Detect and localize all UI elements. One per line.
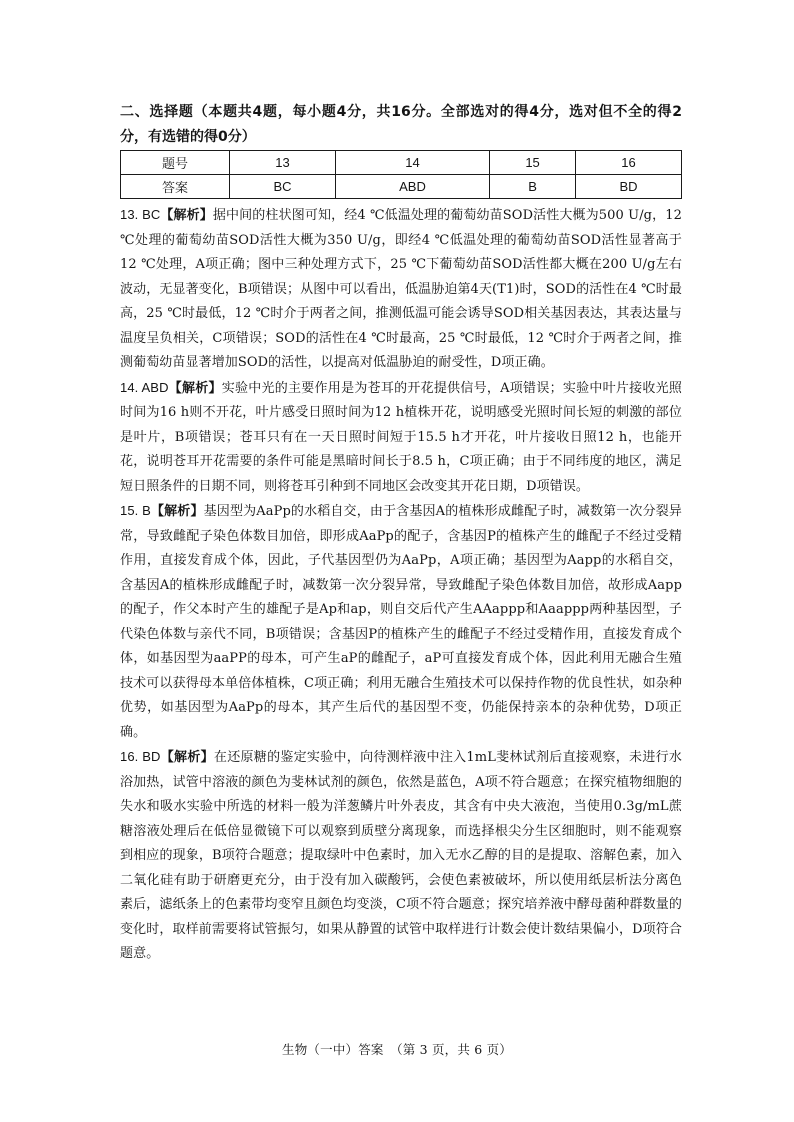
table-cell: BD <box>576 175 682 199</box>
explanation-text: 基因型为AaPp的水稻自交，由于含基因A的植株形成雌配子时，减数第一次分裂异常，导致雌配子染色体数目加倍，即形成AaPp的配子，含基因P的植株产生的雌配子不经过受精作用，直接发育成个体，因此，子代基因型仍为AaPp，A项正确；基因型为Aapp的水稻自交，含基因A的植株形成雌配子时，减数第一次分裂异常，导致雌配子染色体数目加倍，故形成Aapp的配子，作父本时产生的雄配子是Ap和ap，则自交后代产生AAappp和Aaappp两种基因型，子代染色体数与亲代不同，B项错误；含基因P的植株产生的雌配子不经过受精作用，直接发育成个体，如基因型为aaPP的母本，可产生aP的雌配子，aP可直接发育成个体，因此利用无融合生殖技术可以获得母本单倍体植株，C项正确；利用无融合生殖技术可以保持作物的优良性状，如杂种优势，如基因型为AaPp的母本，其产生后代的基因型不变，仍能保持亲本的杂种优势，D项正确。 <box>120 504 682 740</box>
page-footer: 生物（一中）答案 （第 3 页，共 6 页） <box>282 1042 512 1057</box>
table-cell: BC <box>230 175 336 199</box>
question-label: 15. B <box>120 503 151 518</box>
table-cell: 16 <box>576 151 682 175</box>
table-cell: 13 <box>230 151 336 175</box>
table-cell: B <box>490 175 576 199</box>
table-cell: 15 <box>490 151 576 175</box>
explanation-15 <box>120 499 682 745</box>
explanation-text: 在还原糖的鉴定实验中，向待测样液中注入1mL斐林试剂后直接观察，未进行水浴加热，试管中溶液的颜色为斐林试剂的颜色，依然是蓝色，A项不符合题意；在探究植物细胞的失水和吸水实验中所选的材料一般为洋葱鳞片叶外表皮，其含有中央大液泡，当使用0.3g/mL蔗糖溶液处理后在低倍显微镜下可以观察到质壁分离现象，而选择根尖分生区细胞时，则不能观察到相应的现象，B项符合题意；提取绿叶中色素时，加入无水乙醇的目的是提取、溶解色素，加入二氧化硅有助于研磨更充分，由于没有加入碳酸钙，会使色素被破坏，所以使用纸层析法分离色素后，滤纸条上的色素带均变窄且颜色均变淡，C项不符合题意；探究培养液中酵母菌种群数量的变化时，取样前需要将试管振匀，如果从静置的试管中取样进行计数会使计数结果偏小，D项符合题意。 <box>120 750 683 961</box>
table-header-cell: 答案 <box>121 175 230 199</box>
answer-table <box>120 150 682 199</box>
explanation-text: 据中间的柱状图可知，经4 ℃低温处理的葡萄幼苗SOD活性大概为500 U/g，12 ℃处理的葡萄幼苗SOD活性大概为350 U/g，即经4 ℃低温处理的葡萄幼苗SOD活性显著高于12 ℃处理，A项正确；图中三种处理方式下，25 ℃下葡萄幼苗SOD活性都大概在200 U/g左右波动，无显著变化，B项错误；从图中可以看出，低温胁迫第4天(T1)时，SOD的活性在4 ℃时最高，25 ℃时最低，12 ℃时介于两者之间，推测低温可能会诱导SOD相关基因表达，其表达量与温度呈负相关，C项错误；SOD的活性在4 ℃时最高，25 ℃时最低，12 ℃时介于两者之间，推测葡萄幼苗显著增加SOD的活性，以提高对低温胁迫的耐受性，D项正确。 <box>120 208 682 370</box>
answer-page <box>120 100 682 967</box>
table-row <box>121 175 682 199</box>
question-label: 13. BC <box>120 207 161 222</box>
explanation-14 <box>120 376 682 500</box>
analysis-tag: 【解析】 <box>160 208 213 223</box>
table-header-cell: 题号 <box>121 151 230 175</box>
question-label: 14. ABD <box>120 379 169 395</box>
explanation-16 <box>120 745 682 967</box>
analysis-tag: 【解析】 <box>160 750 214 765</box>
table-cell: 14 <box>335 151 489 175</box>
table-row <box>121 151 682 175</box>
table-cell: ABD <box>335 175 489 199</box>
explanation-text: 实验中光的主要作用是为苍耳的开花提供信号，A项错误；实验中叶片接收光照时间为16 h则不开花，叶片感受日照时间为12 h植株开花，说明感受光照时间长短的刺激的部位是叶片，B项错误；苍耳只有在一天日照时间短于15.5 h才开花，叶片接收日照12 h，也能开花，说明苍耳开花需要的条件可能是黑暗时间长于8.5 h，C项正确；由于不同纬度的地区，满足短日照条件的日期不同，则将苍耳引种到不同地区会改变其开花日期，D项错误。 <box>120 380 682 494</box>
explanation-13 <box>120 203 682 376</box>
question-label: 16. BD <box>120 749 161 764</box>
analysis-tag: 【解析】 <box>168 380 222 396</box>
analysis-tag: 【解析】 <box>150 504 204 519</box>
section-title: 二、选择题（本题共4题，每小题4分，共16分。全部选对的得4分，选对但不全的得2分，有选错的得0分） <box>120 104 682 145</box>
